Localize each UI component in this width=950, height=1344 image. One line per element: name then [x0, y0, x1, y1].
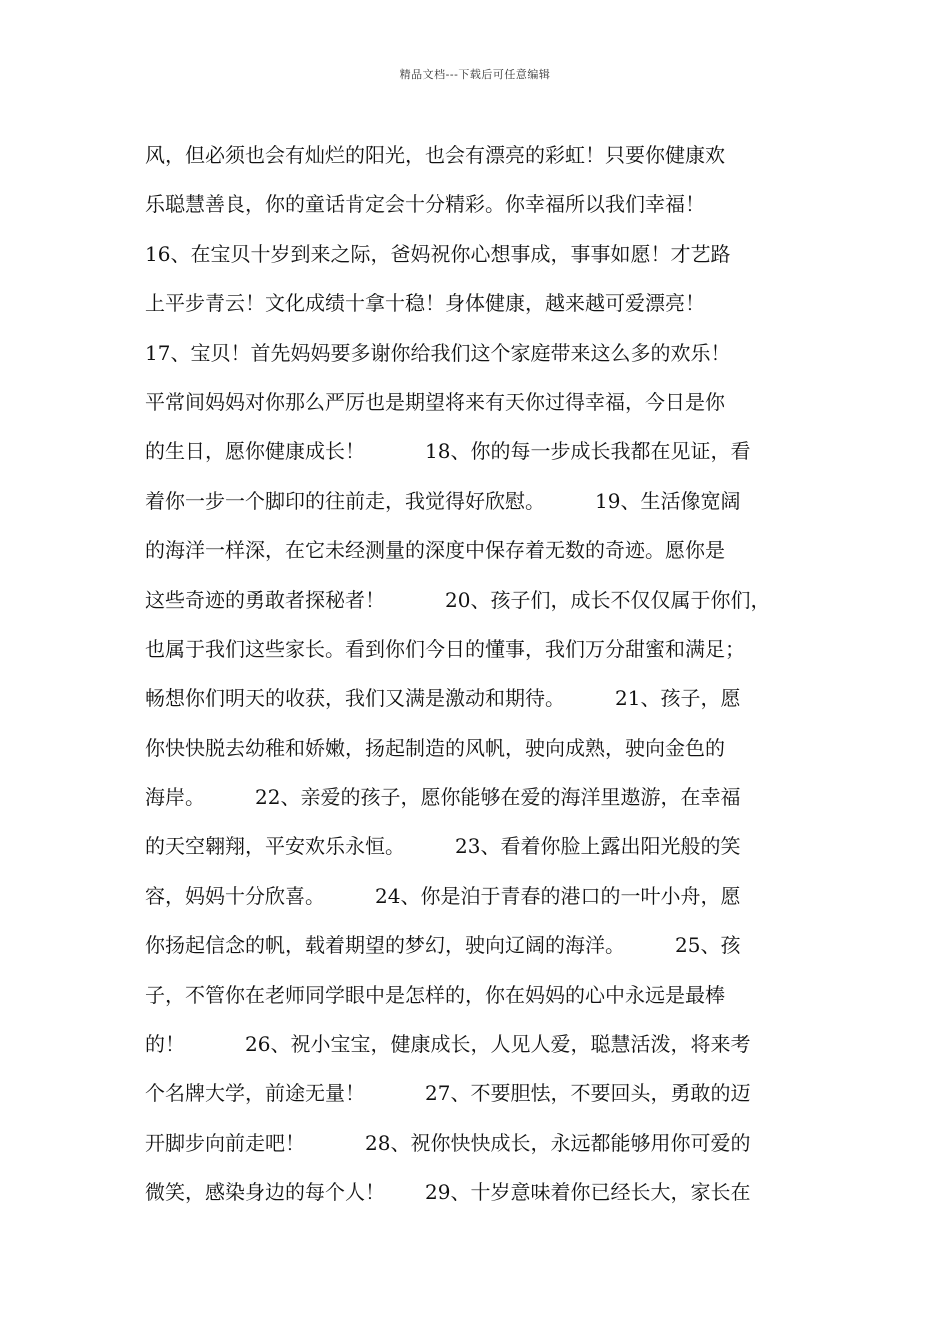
text-line: 风，但必须也会有灿烂的阳光，也会有漂亮的彩虹！只要你健康欢 — [145, 143, 725, 167]
text-line: 微笑，感染身边的每个人！ 29、十岁意味着你已经长大，家长在 — [145, 1180, 751, 1205]
text-line: 的生日，愿你健康成长！ 18、你的每一步成长我都在见证，看 — [145, 439, 751, 464]
text-line: 畅想你们明天的收获，我们又满是激动和期待。 21、孩子，愿 — [145, 686, 741, 711]
body-text — [145, 131, 815, 1218]
text-line: 上平步青云！文化成绩十拿十稳！身体健康，越来越可爱漂亮！ — [145, 291, 705, 316]
page-header: 精品文档---下载后可任意编辑 — [399, 68, 551, 81]
text-line: 个名牌大学，前途无量！ 27、不要胆怯，不要回头，勇敢的迈 — [145, 1081, 751, 1106]
text-line: 这些奇迹的勇敢者探秘者！ 20、孩子们，成长不仅仅属于你们， — [145, 587, 771, 612]
text-line: 容，妈妈十分欣喜。 24、你是泊于青春的港口的一叶小舟，愿 — [145, 883, 741, 908]
text-line: 着你一步一个脚印的往前走，我觉得好欣慰。 19、生活像宽阔 — [145, 488, 741, 513]
text-line: 17、宝贝！首先妈妈要多谢你给我们这个家庭带来这么多的欢乐！ — [145, 340, 731, 365]
text-line: 子，不管你在老师同学眼中是怎样的，你在妈妈的心中永远是最棒 — [145, 982, 725, 1007]
text-line: 的！ 26、祝小宝宝，健康成长，人见人爱，聪慧活泼，将来考 — [145, 1032, 751, 1057]
text-line: 的天空翱翔，平安欢乐永恒。 23、看着你脸上露出阳光般的笑 — [145, 834, 741, 859]
text-line: 你快快脱去幼稚和娇嫩，扬起制造的风帆，驶向成熟，驶向金色的 — [145, 735, 725, 760]
text-line: 开脚步向前走吧！ 28、祝你快快成长，永远都能够用你可爱的 — [145, 1130, 751, 1155]
text-line: 16、在宝贝十岁到来之际，爸妈祝你心想事成，事事如愿！才艺路 — [145, 241, 731, 266]
text-line: 海岸。 22、亲爱的孩子，愿你能够在爱的海洋里遨游，在幸福 — [145, 785, 741, 810]
text-line: 也属于我们这些家长。看到你们今日的懂事，我们万分甜蜜和满足； — [145, 636, 745, 661]
text-line: 的海洋一样深，在它未经测量的深度中保存着无数的奇迹。愿你是 — [145, 538, 725, 563]
text-line: 平常间妈妈对你那么严厉也是期望将来有天你过得幸福，今日是你 — [145, 389, 725, 414]
text-line: 你扬起信念的帆，载着期望的梦幻，驶向辽阔的海洋。 25、孩 — [145, 933, 741, 958]
text-line: 乐聪慧善良，你的童话肯定会十分精彩。你幸福所以我们幸福！ — [145, 192, 705, 217]
